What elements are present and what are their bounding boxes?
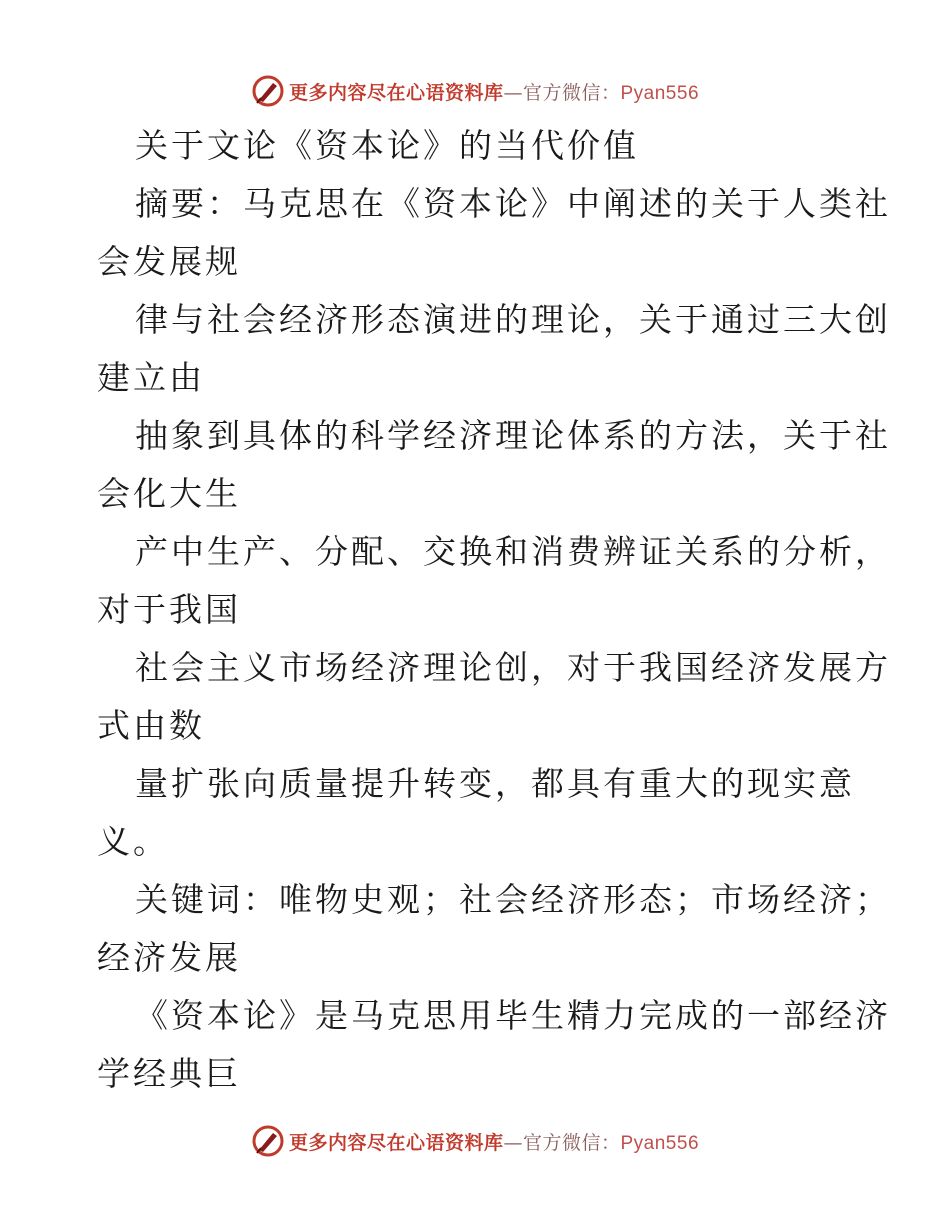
document-body — [97, 117, 891, 1103]
footer-banner-text — [289, 1128, 699, 1155]
text-line: 抽象到具体的科学经济理论体系的方法，关于社 — [135, 416, 891, 455]
text-line: 《资本论》是马克思用毕生精力完成的一部经济 — [135, 996, 891, 1035]
text-line: 会化大生 — [97, 474, 241, 513]
text-line: 建立由 — [97, 358, 205, 397]
quill-pen-logo-icon — [251, 74, 285, 108]
quill-pen-logo-icon — [251, 1124, 285, 1158]
text-line: 学经典巨 — [97, 1054, 241, 1093]
text-line: 义。 — [97, 822, 169, 861]
keywords-line: 关键词：唯物史观；社会经济形态；市场经济； — [135, 880, 891, 919]
document-title: 关于文论《资本论》的当代价值 — [135, 126, 639, 165]
footer-banner-id: Pyan556 — [620, 1132, 700, 1154]
keywords-line: 经济发展 — [97, 938, 241, 977]
header-banner-main: 更多内容尽在心语资料库 — [288, 81, 504, 104]
text-line: 式由数 — [97, 706, 205, 745]
footer-banner — [0, 1121, 950, 1161]
text-line: 对于我国 — [97, 590, 241, 629]
footer-banner-wechat: 官方微信： — [522, 1131, 621, 1154]
header-banner-wechat: 官方微信： — [522, 81, 621, 104]
text-line: 会发展规 — [97, 242, 241, 281]
text-line: 社会主义市场经济理论创，对于我国经济发展方 — [135, 648, 891, 687]
text-line: 量扩张向质量提升转变，都具有重大的现实意 — [135, 764, 855, 803]
header-banner-id: Pyan556 — [620, 82, 700, 104]
text-line: 产中生产、分配、交换和消费辨证关系的分析， — [135, 532, 891, 571]
header-banner — [0, 71, 950, 111]
footer-banner-dash: — — [503, 1131, 523, 1154]
footer-banner-main: 更多内容尽在心语资料库 — [288, 1131, 504, 1154]
header-banner-text — [289, 78, 699, 105]
text-line: 摘要：马克思在《资本论》中阐述的关于人类社 — [135, 184, 891, 223]
text-line: 律与社会经济形态演进的理论，关于通过三大创 — [135, 300, 891, 339]
header-banner-dash: — — [503, 81, 523, 104]
